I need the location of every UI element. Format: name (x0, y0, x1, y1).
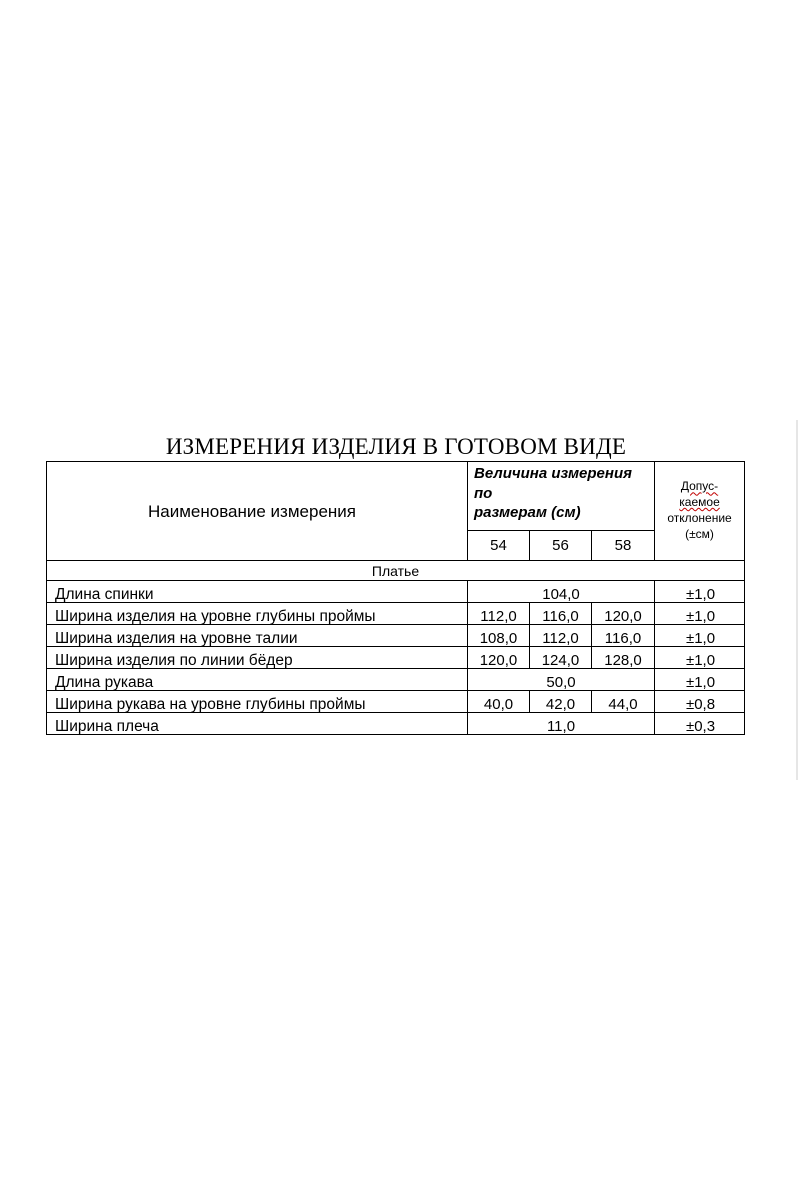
measurement-value-56: 112,0 (530, 625, 592, 647)
measurements-table (46, 461, 745, 735)
measurement-value-all-sizes: 104,0 (468, 581, 655, 603)
measurement-name: Ширина рукава на уровне глубины проймы (47, 691, 468, 713)
measurement-value-56: 124,0 (530, 647, 592, 669)
table-row (47, 625, 745, 647)
value-column-header (468, 462, 655, 531)
measurement-name: Ширина изделия на уровне глубины проймы (47, 603, 468, 625)
measurement-tolerance: ±1,0 (655, 603, 745, 625)
name-column-header: Наименование измерения (47, 462, 468, 561)
table-row (47, 647, 745, 669)
measurement-tolerance: ±1,0 (655, 669, 745, 691)
tolerance-header-line4: (±см) (685, 526, 714, 541)
measurement-name: Длина спинки (47, 581, 468, 603)
tolerance-header-line2: каемое (679, 495, 720, 510)
measurement-name: Ширина плеча (47, 713, 468, 735)
measurement-value-58: 128,0 (592, 647, 655, 669)
measurement-value-58: 116,0 (592, 625, 655, 647)
table-row (47, 669, 745, 691)
table-row (47, 691, 745, 713)
section-title: Платье (47, 561, 745, 581)
measurement-tolerance: ±1,0 (655, 581, 745, 603)
table-row (47, 713, 745, 735)
measurement-value-56: 42,0 (530, 691, 592, 713)
section-row (47, 561, 745, 581)
size-54-header: 54 (468, 531, 530, 561)
page-edge-divider (796, 420, 798, 780)
tolerance-column-header (655, 462, 745, 561)
measurement-value-all-sizes: 50,0 (468, 669, 655, 691)
measurement-tolerance: ±0,8 (655, 691, 745, 713)
measurement-value-54: 108,0 (468, 625, 530, 647)
measurement-tolerance: ±0,3 (655, 713, 745, 735)
measurement-value-54: 120,0 (468, 647, 530, 669)
measurement-name: Длина рукава (47, 669, 468, 691)
page-title: ИЗМЕРЕНИЯ ИЗДЕЛИЯ В ГОТОВОМ ВИДЕ (165, 434, 627, 459)
size-56-header: 56 (530, 531, 592, 561)
tolerance-header-line1: Допус- (680, 479, 719, 494)
measurement-value-all-sizes: 11,0 (468, 713, 655, 735)
measurement-tolerance: ±1,0 (655, 647, 745, 669)
tolerance-header-line3: отклонение (667, 511, 732, 525)
measurement-value-58: 44,0 (592, 691, 655, 713)
size-58-header: 58 (592, 531, 655, 561)
table-row (47, 603, 745, 625)
measurement-name: Ширина изделия на уровне талии (47, 625, 468, 647)
value-header-line2: размерам (см) (474, 504, 581, 521)
value-header-line1: Величина измерения по (474, 465, 632, 502)
measurement-value-54: 40,0 (468, 691, 530, 713)
measurement-value-54: 112,0 (468, 603, 530, 625)
measurement-value-56: 116,0 (530, 603, 592, 625)
measurement-tolerance: ±1,0 (655, 625, 745, 647)
header-row (47, 462, 745, 531)
measurement-name: Ширина изделия по линии бёдер (47, 647, 468, 669)
table-row (47, 581, 745, 603)
measurement-value-58: 120,0 (592, 603, 655, 625)
